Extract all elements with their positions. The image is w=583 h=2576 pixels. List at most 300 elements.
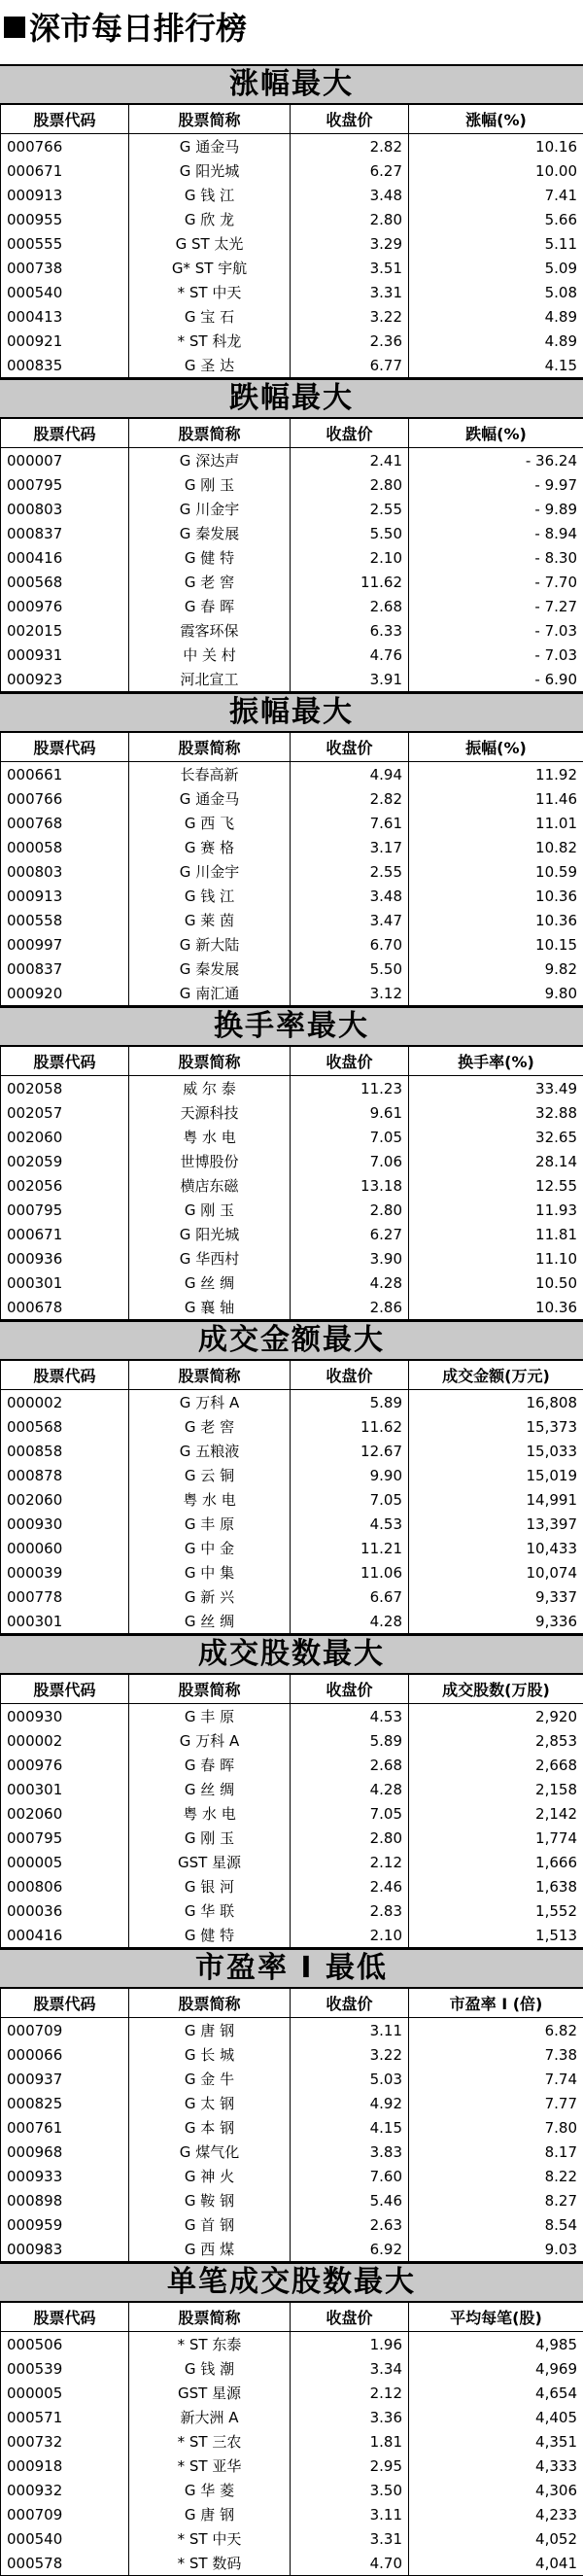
- rank-value: 10.36: [409, 908, 583, 932]
- table-row: [1, 2526, 583, 2551]
- close-price: 12.67: [291, 1439, 409, 1463]
- stock-name: G 首 钢: [129, 2212, 291, 2237]
- stock-name: G 通金马: [129, 786, 291, 811]
- rank-value: 5.11: [409, 231, 583, 256]
- rank-value: 4.89: [409, 329, 583, 353]
- stock-name: G 老 窖: [129, 1414, 291, 1439]
- section-title: 涨幅最大: [0, 64, 583, 104]
- close-price: 11.21: [291, 1536, 409, 1560]
- stock-name: G 西 飞: [129, 811, 291, 835]
- table-row: [1, 981, 583, 1006]
- rank-value: 9,336: [409, 1609, 583, 1634]
- close-price: 7.05: [291, 1801, 409, 1826]
- table-row: [1, 1463, 583, 1487]
- rank-value: 5.08: [409, 280, 583, 304]
- table-header-row: [1, 1989, 583, 2018]
- table-row: [1, 618, 583, 643]
- column-header: 收盘价: [291, 1361, 409, 1390]
- table-row: [1, 2140, 583, 2164]
- stock-code: 000997: [1, 932, 129, 957]
- rank-value: 10.36: [409, 1295, 583, 1320]
- stock-name: G 刚 玉: [129, 1198, 291, 1222]
- close-price: 2.12: [291, 1850, 409, 1874]
- stock-name: G 金 牛: [129, 2067, 291, 2091]
- stock-name: 粤 水 电: [129, 1801, 291, 1826]
- table-row: [1, 1898, 583, 1923]
- rank-value: 5.09: [409, 256, 583, 280]
- stock-code: 000416: [1, 1923, 129, 1948]
- stock-name: G 丝 绸: [129, 1609, 291, 1634]
- column-header: 股票代码: [1, 1675, 129, 1704]
- stock-name: G 刚 玉: [129, 1826, 291, 1850]
- close-price: 3.91: [291, 667, 409, 692]
- rank-value: 4,233: [409, 2502, 583, 2526]
- stock-code: 000036: [1, 1898, 129, 1923]
- stock-code: 000878: [1, 1463, 129, 1487]
- close-price: 4.28: [291, 1271, 409, 1295]
- column-header: 成交金额(万元): [409, 1361, 583, 1390]
- stock-code: 000920: [1, 981, 129, 1006]
- stock-name: 长春高新: [129, 762, 291, 787]
- section-title: 成交股数最大: [0, 1634, 583, 1674]
- table-row: [1, 353, 583, 378]
- table-row: [1, 1076, 583, 1101]
- table-row: [1, 448, 583, 473]
- close-price: 11.06: [291, 1560, 409, 1584]
- rank-value: 8.17: [409, 2140, 583, 2164]
- stock-name: 世博股份: [129, 1149, 291, 1173]
- table-row: [1, 2164, 583, 2188]
- stock-code: 000766: [1, 786, 129, 811]
- close-price: 3.11: [291, 2502, 409, 2526]
- rank-value: 4,654: [409, 2381, 583, 2405]
- stock-code: 000506: [1, 2332, 129, 2357]
- stock-code: 002057: [1, 1100, 129, 1125]
- stock-code: 000671: [1, 158, 129, 183]
- rank-value: 4,351: [409, 2429, 583, 2454]
- stock-name: G 钱 江: [129, 183, 291, 207]
- close-price: 2.63: [291, 2212, 409, 2237]
- stock-name: G 丝 绸: [129, 1777, 291, 1801]
- rank-value: 4,405: [409, 2405, 583, 2429]
- stock-code: 000301: [1, 1271, 129, 1295]
- rank-value: - 8.30: [409, 545, 583, 570]
- column-header: 股票代码: [1, 419, 129, 448]
- close-price: 2.12: [291, 2381, 409, 2405]
- rank-value: 10,074: [409, 1560, 583, 1584]
- stock-name: G 川金宇: [129, 497, 291, 521]
- stock-code: 000921: [1, 329, 129, 353]
- rank-value: 13,397: [409, 1512, 583, 1536]
- close-price: 3.31: [291, 2526, 409, 2551]
- column-header: 收盘价: [291, 2303, 409, 2332]
- close-price: 13.18: [291, 1173, 409, 1198]
- stock-name: 中 关 村: [129, 643, 291, 667]
- stock-name: G 老 窖: [129, 570, 291, 594]
- rank-value: 15,033: [409, 1439, 583, 1463]
- stock-name: GST 星源: [129, 1850, 291, 1874]
- stock-name: G 银 河: [129, 1874, 291, 1898]
- table-row: [1, 1874, 583, 1898]
- table-row: [1, 594, 583, 618]
- stock-name: G 赛 格: [129, 835, 291, 859]
- close-price: 3.48: [291, 183, 409, 207]
- rank-value: 11.93: [409, 1198, 583, 1222]
- stock-name: 河北宣工: [129, 667, 291, 692]
- table-row: [1, 2429, 583, 2454]
- stock-name: * ST 数码: [129, 2551, 291, 2576]
- column-header: 股票简称: [129, 105, 291, 134]
- close-price: 2.10: [291, 545, 409, 570]
- stock-name: G 中 金: [129, 1536, 291, 1560]
- stock-code: 000933: [1, 2164, 129, 2188]
- stock-code: 000795: [1, 472, 129, 497]
- stock-code: 000738: [1, 256, 129, 280]
- stock-code: 002060: [1, 1125, 129, 1149]
- stock-name: G 唐 钢: [129, 2502, 291, 2526]
- stock-name: G 华西村: [129, 1246, 291, 1271]
- table-row: [1, 497, 583, 521]
- close-price: 4.53: [291, 1704, 409, 1729]
- stock-code: 000837: [1, 521, 129, 545]
- close-price: 3.22: [291, 2042, 409, 2067]
- table-row: [1, 2042, 583, 2067]
- table-row: [1, 521, 583, 545]
- stock-name: G 新 兴: [129, 1584, 291, 1609]
- stock-name: G* ST 宇航: [129, 256, 291, 280]
- rank-value: 11.92: [409, 762, 583, 787]
- table-row: [1, 1826, 583, 1850]
- stock-code: 000571: [1, 2405, 129, 2429]
- column-header: 股票代码: [1, 105, 129, 134]
- table-row: [1, 811, 583, 835]
- table-header-row: [1, 2303, 583, 2332]
- stock-code: 000795: [1, 1198, 129, 1222]
- stock-name: * ST 科龙: [129, 329, 291, 353]
- column-header: 股票简称: [129, 1989, 291, 2018]
- rank-value: 8.54: [409, 2212, 583, 2237]
- column-header: 股票代码: [1, 1047, 129, 1076]
- stock-code: 000558: [1, 908, 129, 932]
- close-price: 3.48: [291, 884, 409, 908]
- page-title-text: 深市每日排行榜: [29, 10, 247, 47]
- close-price: 5.89: [291, 1390, 409, 1415]
- table-row: [1, 1222, 583, 1246]
- ranking-section: [0, 1006, 583, 1320]
- stock-name: G 健 特: [129, 545, 291, 570]
- section-title: 跌幅最大: [0, 378, 583, 418]
- stock-name: G 健 特: [129, 1923, 291, 1948]
- close-price: 7.05: [291, 1125, 409, 1149]
- rank-value: 1,552: [409, 1898, 583, 1923]
- stock-name: G ST 太光: [129, 231, 291, 256]
- table-row: [1, 884, 583, 908]
- close-price: 7.61: [291, 811, 409, 835]
- stock-name: 天源科技: [129, 1100, 291, 1125]
- column-header: 成交股数(万股): [409, 1675, 583, 1704]
- stock-code: 000930: [1, 1512, 129, 1536]
- stock-name: G 丰 原: [129, 1512, 291, 1536]
- ranking-table: [0, 2302, 583, 2576]
- rank-value: 15,373: [409, 1414, 583, 1439]
- stock-code: 000913: [1, 183, 129, 207]
- stock-code: 000837: [1, 957, 129, 981]
- rank-value: 7.74: [409, 2067, 583, 2091]
- close-price: 2.80: [291, 472, 409, 497]
- close-price: 6.27: [291, 158, 409, 183]
- rank-value: 1,638: [409, 1874, 583, 1898]
- close-price: 6.92: [291, 2237, 409, 2262]
- rank-value: 11.01: [409, 811, 583, 835]
- table-row: [1, 1536, 583, 1560]
- column-header: 股票简称: [129, 1047, 291, 1076]
- table-row: [1, 2091, 583, 2115]
- table-row: [1, 183, 583, 207]
- ranking-table: [0, 104, 583, 378]
- stock-name: G 刚 玉: [129, 472, 291, 497]
- rank-value: 32.65: [409, 1125, 583, 1149]
- rank-value: 7.38: [409, 2042, 583, 2067]
- rank-value: 4.15: [409, 353, 583, 378]
- table-header-row: [1, 1361, 583, 1390]
- stock-name: G 圣 达: [129, 353, 291, 378]
- close-price: 2.41: [291, 448, 409, 473]
- ranking-section: [0, 1948, 583, 2262]
- close-price: 4.70: [291, 2551, 409, 2576]
- table-row: [1, 158, 583, 183]
- table-row: [1, 545, 583, 570]
- table-row: [1, 2405, 583, 2429]
- stock-name: * ST 亚华: [129, 2454, 291, 2478]
- stock-code: 000416: [1, 545, 129, 570]
- close-price: 4.28: [291, 1777, 409, 1801]
- ranking-table: [0, 732, 583, 1006]
- rank-value: - 6.90: [409, 667, 583, 692]
- close-price: 1.96: [291, 2332, 409, 2357]
- column-header: 收盘价: [291, 1675, 409, 1704]
- ranking-table: [0, 1360, 583, 1634]
- close-price: 7.06: [291, 1149, 409, 1173]
- ranking-table: [0, 1046, 583, 1320]
- stock-code: 000825: [1, 2091, 129, 2115]
- close-price: 3.29: [291, 231, 409, 256]
- close-price: 3.11: [291, 2018, 409, 2043]
- close-price: 6.77: [291, 353, 409, 378]
- column-header: 股票简称: [129, 419, 291, 448]
- close-price: 2.36: [291, 329, 409, 353]
- rank-value: 9.80: [409, 981, 583, 1006]
- column-header: 股票代码: [1, 1361, 129, 1390]
- table-row: [1, 643, 583, 667]
- rank-value: - 9.89: [409, 497, 583, 521]
- ranking-sections: [0, 64, 583, 2576]
- column-header: 收盘价: [291, 1047, 409, 1076]
- close-price: 2.80: [291, 207, 409, 231]
- ranking-section: [0, 692, 583, 1006]
- column-header: 换手率(%): [409, 1047, 583, 1076]
- table-row: [1, 1704, 583, 1729]
- stock-name: G 唐 钢: [129, 2018, 291, 2043]
- stock-code: 002058: [1, 1076, 129, 1101]
- close-price: 3.12: [291, 981, 409, 1006]
- close-price: 5.50: [291, 521, 409, 545]
- stock-code: 000930: [1, 1704, 129, 1729]
- table-row: [1, 207, 583, 231]
- stock-name: G 长 城: [129, 2042, 291, 2067]
- table-row: [1, 1414, 583, 1439]
- table-row: [1, 786, 583, 811]
- column-header: 收盘价: [291, 105, 409, 134]
- stock-code: 000301: [1, 1609, 129, 1634]
- rank-value: 4,052: [409, 2526, 583, 2551]
- stock-name: G 莱 茵: [129, 908, 291, 932]
- column-header: 收盘价: [291, 1989, 409, 2018]
- stock-name: 新大洲 A: [129, 2405, 291, 2429]
- stock-code: 002059: [1, 1149, 129, 1173]
- close-price: 3.36: [291, 2405, 409, 2429]
- close-price: 3.31: [291, 280, 409, 304]
- table-row: [1, 1439, 583, 1463]
- close-price: 2.95: [291, 2454, 409, 2478]
- table-row: [1, 280, 583, 304]
- column-header: 股票简称: [129, 2303, 291, 2332]
- stock-code: 002056: [1, 1173, 129, 1198]
- rank-value: 9.82: [409, 957, 583, 981]
- rank-value: 4,969: [409, 2356, 583, 2381]
- table-row: [1, 932, 583, 957]
- ranking-section: [0, 1634, 583, 1948]
- rank-value: - 7.03: [409, 643, 583, 667]
- rank-value: - 7.70: [409, 570, 583, 594]
- rank-value: 1,513: [409, 1923, 583, 1948]
- close-price: 2.82: [291, 786, 409, 811]
- stock-code: 000803: [1, 859, 129, 884]
- close-price: 2.46: [291, 1874, 409, 1898]
- stock-code: 000923: [1, 667, 129, 692]
- stock-name: G 川金宇: [129, 859, 291, 884]
- stock-code: 000898: [1, 2188, 129, 2212]
- stock-name: 横店东磁: [129, 1173, 291, 1198]
- close-price: 3.83: [291, 2140, 409, 2164]
- stock-code: 000806: [1, 1874, 129, 1898]
- rank-value: 7.77: [409, 2091, 583, 2115]
- stock-code: 000661: [1, 762, 129, 787]
- stock-name: G 深达声: [129, 448, 291, 473]
- table-row: [1, 957, 583, 981]
- stock-code: 000002: [1, 1390, 129, 1415]
- stock-code: 000671: [1, 1222, 129, 1246]
- page-title: [0, 0, 583, 56]
- rank-value: 11.46: [409, 786, 583, 811]
- rank-value: 7.80: [409, 2115, 583, 2140]
- table-row: [1, 2356, 583, 2381]
- rank-value: 33.49: [409, 1076, 583, 1101]
- column-header: 股票代码: [1, 1989, 129, 2018]
- rank-value: 10.36: [409, 884, 583, 908]
- table-row: [1, 2237, 583, 2262]
- rank-value: 5.66: [409, 207, 583, 231]
- rank-value: 2,668: [409, 1753, 583, 1777]
- stock-name: G 神 火: [129, 2164, 291, 2188]
- square-bullet-icon: [4, 17, 25, 38]
- stock-name: G 西 煤: [129, 2237, 291, 2262]
- close-price: 2.55: [291, 859, 409, 884]
- stock-code: 000768: [1, 811, 129, 835]
- close-price: 3.50: [291, 2478, 409, 2502]
- close-price: 2.82: [291, 134, 409, 159]
- table-row: [1, 1584, 583, 1609]
- stock-code: 000555: [1, 231, 129, 256]
- rank-value: 15,019: [409, 1463, 583, 1487]
- table-row: [1, 1512, 583, 1536]
- rank-value: 14,991: [409, 1487, 583, 1512]
- stock-code: 000932: [1, 2478, 129, 2502]
- stock-name: G 煤气化: [129, 2140, 291, 2164]
- stock-code: 000060: [1, 1536, 129, 1560]
- table-row: [1, 667, 583, 692]
- section-title: 换手率最大: [0, 1006, 583, 1046]
- table-row: [1, 2188, 583, 2212]
- table-header-row: [1, 419, 583, 448]
- stock-code: 000937: [1, 2067, 129, 2091]
- table-row: [1, 1850, 583, 1874]
- stock-code: 000578: [1, 2551, 129, 2576]
- stock-name: G 春 晖: [129, 1753, 291, 1777]
- column-header: 跌幅(%): [409, 419, 583, 448]
- rank-value: 9,337: [409, 1584, 583, 1609]
- close-price: 3.47: [291, 908, 409, 932]
- stock-name: G 阳光城: [129, 1222, 291, 1246]
- table-row: [1, 1390, 583, 1415]
- close-price: 2.80: [291, 1826, 409, 1850]
- table-row: [1, 472, 583, 497]
- ranking-section: [0, 1320, 583, 1634]
- ranking-section: [0, 64, 583, 378]
- table-header-row: [1, 1047, 583, 1076]
- rank-value: 2,853: [409, 1728, 583, 1753]
- stock-name: 粤 水 电: [129, 1125, 291, 1149]
- close-price: 4.94: [291, 762, 409, 787]
- table-row: [1, 2551, 583, 2576]
- table-row: [1, 1487, 583, 1512]
- stock-name: * ST 三农: [129, 2429, 291, 2454]
- rank-value: - 9.97: [409, 472, 583, 497]
- close-price: 7.60: [291, 2164, 409, 2188]
- table-row: [1, 256, 583, 280]
- close-price: 2.10: [291, 1923, 409, 1948]
- rank-value: 8.27: [409, 2188, 583, 2212]
- table-row: [1, 1777, 583, 1801]
- stock-code: 000955: [1, 207, 129, 231]
- section-title: 成交金额最大: [0, 1320, 583, 1360]
- table-row: [1, 2067, 583, 2091]
- stock-code: 000066: [1, 2042, 129, 2067]
- stock-code: 002060: [1, 1801, 129, 1826]
- close-price: 4.92: [291, 2091, 409, 2115]
- stock-name: G 秦发展: [129, 521, 291, 545]
- close-price: 6.70: [291, 932, 409, 957]
- stock-code: 000540: [1, 280, 129, 304]
- ranking-table: [0, 418, 583, 692]
- column-header: 收盘价: [291, 419, 409, 448]
- close-price: 3.22: [291, 304, 409, 329]
- close-price: 3.51: [291, 256, 409, 280]
- rank-value: 2,920: [409, 1704, 583, 1729]
- table-row: [1, 2332, 583, 2357]
- rank-value: 11.81: [409, 1222, 583, 1246]
- close-price: 11.23: [291, 1076, 409, 1101]
- stock-name: G 云 铜: [129, 1463, 291, 1487]
